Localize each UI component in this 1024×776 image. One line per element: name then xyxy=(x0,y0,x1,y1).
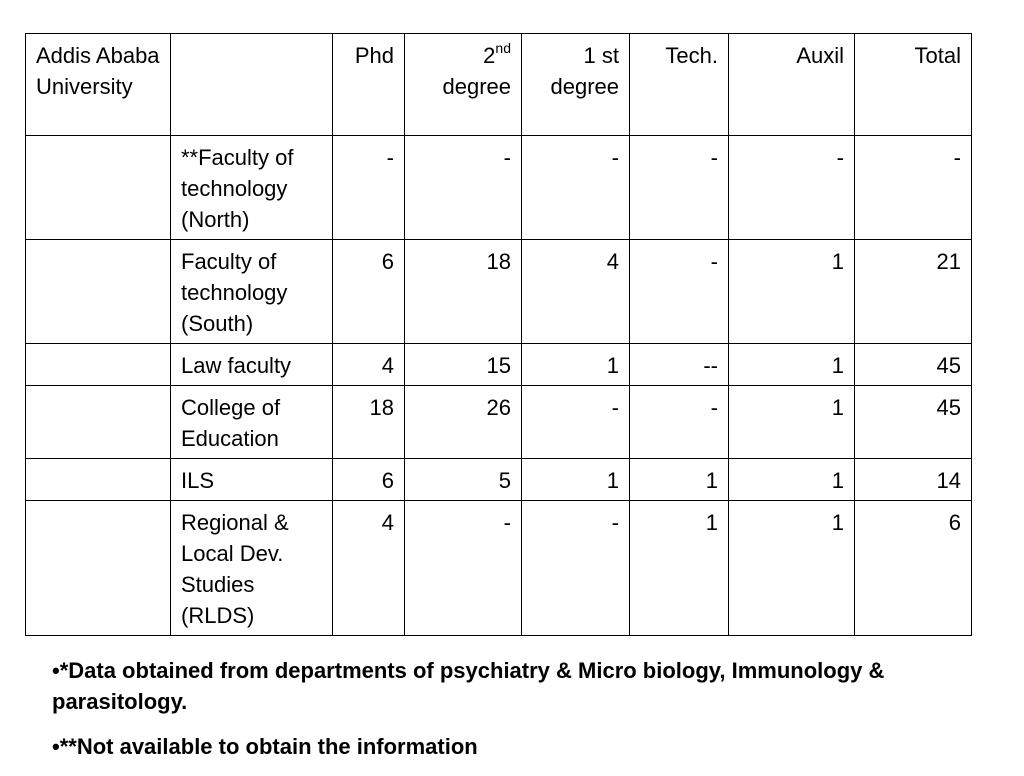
row-blank-cell xyxy=(26,501,171,636)
row-auxil: 1 xyxy=(729,344,855,386)
row-auxil: 1 xyxy=(729,240,855,344)
row-blank-cell xyxy=(26,459,171,501)
row-total: 45 xyxy=(855,344,972,386)
table-row xyxy=(26,136,972,240)
row-unit: Regional & Local Dev. Studies (RLDS) xyxy=(171,501,333,636)
footnote-not-available xyxy=(52,731,932,762)
row-tech: - xyxy=(630,136,729,240)
header-auxil: Auxil xyxy=(729,34,855,136)
row-second-degree: 15 xyxy=(405,344,522,386)
row-second-degree: 18 xyxy=(405,240,522,344)
table-header-row xyxy=(26,34,972,136)
row-total: 14 xyxy=(855,459,972,501)
footnote-text: **Not available to obtain the information xyxy=(59,734,478,759)
row-tech: - xyxy=(630,386,729,459)
row-blank-cell xyxy=(26,386,171,459)
row-unit: ILS xyxy=(171,459,333,501)
table-row xyxy=(26,386,972,459)
header-first-degree: 1 st degree xyxy=(522,34,630,136)
row-tech: -- xyxy=(630,344,729,386)
footnotes xyxy=(52,655,932,776)
header-tech: Tech. xyxy=(630,34,729,136)
row-second-degree: 5 xyxy=(405,459,522,501)
header-phd: Phd xyxy=(333,34,405,136)
header-second-degree-word: degree xyxy=(442,74,511,99)
row-auxil: 1 xyxy=(729,386,855,459)
row-phd: 6 xyxy=(333,240,405,344)
row-first-degree: - xyxy=(522,501,630,636)
header-unit xyxy=(171,34,333,136)
row-tech: 1 xyxy=(630,501,729,636)
row-auxil: 1 xyxy=(729,501,855,636)
footnote-text: *Data obtained from departments of psychiatry & Micro biology, Immunology & parasitology. xyxy=(52,658,885,714)
row-second-degree: - xyxy=(405,501,522,636)
row-total: 21 xyxy=(855,240,972,344)
bullet-icon: • xyxy=(52,658,60,683)
row-first-degree: 1 xyxy=(522,344,630,386)
header-total: Total xyxy=(855,34,972,136)
row-unit: Law faculty xyxy=(171,344,333,386)
bullet-icon: • xyxy=(52,734,60,759)
row-unit: Faculty of technology (South) xyxy=(171,240,333,344)
header-second-degree-number: 2 xyxy=(483,43,496,68)
table-row xyxy=(26,459,972,501)
staff-table xyxy=(25,33,972,636)
row-tech: - xyxy=(630,240,729,344)
row-phd: - xyxy=(333,136,405,240)
header-second-degree-suffix: nd xyxy=(495,39,511,56)
row-tech: 1 xyxy=(630,459,729,501)
row-auxil: - xyxy=(729,136,855,240)
row-total: 6 xyxy=(855,501,972,636)
row-first-degree: 4 xyxy=(522,240,630,344)
row-blank-cell xyxy=(26,136,171,240)
row-second-degree: 26 xyxy=(405,386,522,459)
row-phd: 18 xyxy=(333,386,405,459)
row-phd: 4 xyxy=(333,501,405,636)
row-blank-cell xyxy=(26,344,171,386)
row-phd: 4 xyxy=(333,344,405,386)
table-row xyxy=(26,344,972,386)
footnote-data-source xyxy=(52,655,932,717)
row-phd: 6 xyxy=(333,459,405,501)
row-unit: College of Education xyxy=(171,386,333,459)
row-first-degree: - xyxy=(522,386,630,459)
row-blank-cell xyxy=(26,240,171,344)
table-row xyxy=(26,501,972,636)
header-second-degree xyxy=(405,34,522,136)
table-row xyxy=(26,240,972,344)
row-first-degree: - xyxy=(522,136,630,240)
row-second-degree: - xyxy=(405,136,522,240)
row-total: - xyxy=(855,136,972,240)
row-unit: **Faculty of technology (North) xyxy=(171,136,333,240)
row-auxil: 1 xyxy=(729,459,855,501)
header-institution: Addis Ababa University xyxy=(26,34,171,136)
row-total: 45 xyxy=(855,386,972,459)
row-first-degree: 1 xyxy=(522,459,630,501)
